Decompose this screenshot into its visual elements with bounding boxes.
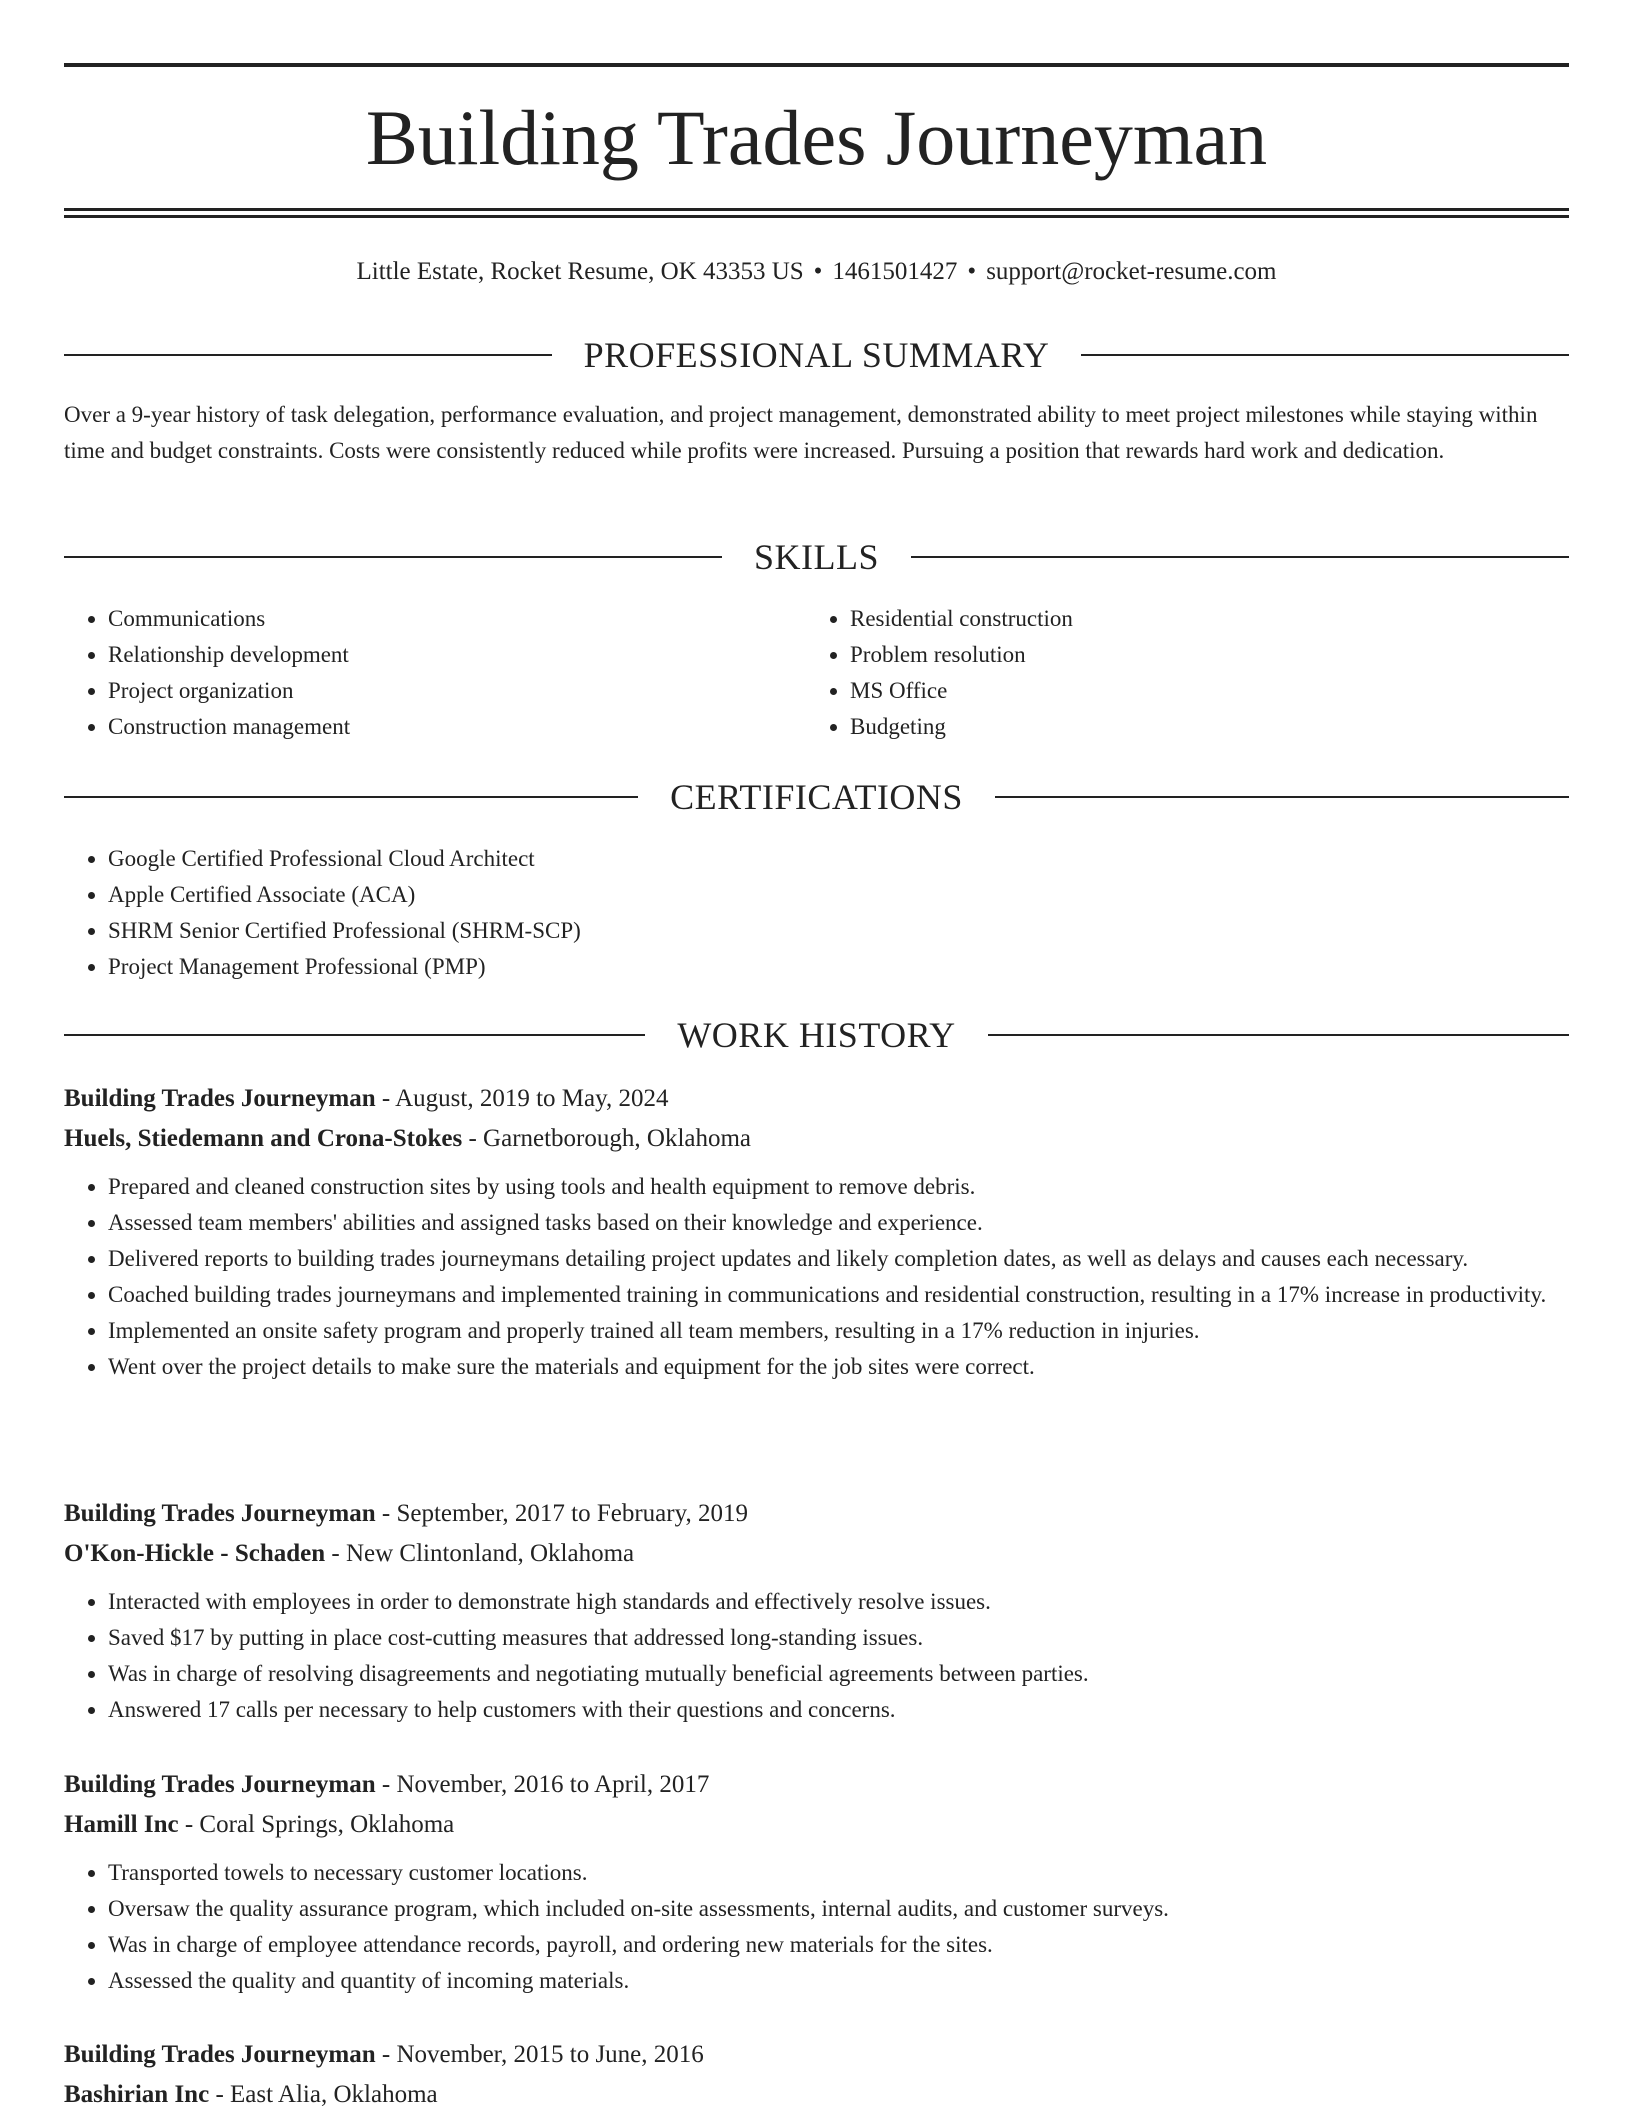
job-bullet: • Delivered reports to building trades journeymans detailing project updates and likely completion dates, as well as delays and causes each necessary.: [108, 1241, 1569, 1277]
skills-heading: [64, 535, 1569, 579]
skills-column-right: [806, 601, 1548, 745]
job-company: O'Kon-Hickle - Schaden: [64, 1540, 326, 1567]
contact-email[interactable]: support@rocket-resume.com: [986, 258, 1277, 285]
job-bullets: [64, 1584, 1569, 1728]
job-company-line: [64, 1805, 1569, 1845]
job-bullet: • Saved $17 by putting in place cost-cutting measures that addressed long-standing issues.: [108, 1620, 1569, 1656]
job-dates: - November, 2015 to June, 2016: [375, 2041, 704, 2068]
skills-list: [64, 601, 1569, 745]
contact-separator: •: [813, 258, 823, 285]
work-history-title: WORK HISTORY: [677, 1015, 956, 1055]
certifications-title: CERTIFICATIONS: [670, 777, 963, 817]
job-company-line: [64, 1534, 1569, 1574]
skill-item: • Relationship development: [108, 637, 806, 673]
job-bullet: • Was in charge of employee attendance records, payroll, and ordering new materials for the sites.: [108, 1927, 1569, 1963]
certification-item: • Apple Certified Associate (ACA): [108, 877, 1569, 913]
job-title: Building Trades Journeyman: [64, 2041, 376, 2068]
certification-item: • Project Management Professional (PMP): [108, 949, 1569, 985]
double-rule: [64, 208, 1569, 218]
job-title-line: [64, 1494, 1569, 1534]
job-bullet: • Went over the project details to make sure the materials and equipment for the job sites were correct.: [108, 1349, 1569, 1385]
job-title-line: [64, 1765, 1569, 1805]
skill-item: • Project organization: [108, 673, 806, 709]
job-company-line: [64, 1119, 1569, 1159]
job-dates: - August, 2019 to May, 2024: [375, 1085, 669, 1112]
job-company: Huels, Stiedemann and Crona-Stokes: [64, 1125, 463, 1152]
job-bullet: • Was in charge of resolving disagreements and negotiating mutually beneficial agreements between parties.: [108, 1656, 1569, 1692]
job-location: - Coral Springs, Oklahoma: [178, 1811, 455, 1838]
job-bullet: • Coached building trades journeymans and implemented training in communications and residential construction, resulting in a 17% increase in productivity.: [108, 1277, 1569, 1313]
skills-title: SKILLS: [754, 537, 880, 577]
heading-rule: [64, 796, 638, 798]
skill-item: • Construction management: [108, 709, 806, 745]
job-entry: [64, 1079, 1569, 1385]
job-entry: [64, 1494, 1569, 1728]
heading-rule: [64, 354, 552, 356]
skills-column-left: [64, 601, 806, 745]
job-dates: - September, 2017 to February, 2019: [375, 1500, 748, 1527]
job-company: Hamill Inc: [64, 1811, 179, 1838]
skill-item: • Problem resolution: [850, 637, 1548, 673]
job-location: - East Alia, Oklahoma: [209, 2081, 438, 2108]
job-bullet: • Oversaw the quality assurance program, which included on-site assessments, internal audits, and customer surveys.: [108, 1891, 1569, 1927]
heading-rule: [911, 556, 1569, 558]
heading-rule: [64, 1034, 645, 1036]
job-bullet: • Implemented an onsite safety program and properly trained all team members, resulting in a 17% reduction in injuries.: [108, 1313, 1569, 1349]
job-bullet: • Transported towels to necessary customer locations.: [108, 1855, 1569, 1891]
job-location: - Garnetborough, Oklahoma: [462, 1125, 752, 1152]
job-title: Building Trades Journeyman: [64, 1771, 376, 1798]
job-bullet: • Assessed team members' abilities and assigned tasks based on their knowledge and experience.: [108, 1205, 1569, 1241]
job-dates: - November, 2016 to April, 2017: [375, 1771, 710, 1798]
job-title-line: [64, 1079, 1569, 1119]
job-entry: [64, 1765, 1569, 1999]
heading-rule: [1081, 354, 1569, 356]
job-bullets: [64, 1169, 1569, 1385]
job-bullet: • Assessed the quality and quantity of incoming materials.: [108, 1963, 1569, 1999]
skill-item: • MS Office: [850, 673, 1548, 709]
contact-separator: •: [967, 258, 977, 285]
certifications-heading: [64, 775, 1569, 819]
job-company-line: [64, 2075, 1569, 2115]
summary-text: Over a 9-year history of task delegation, performance evaluation, and project management, demonstrated ability to meet project milestones while staying within time and budget constraints. Costs were consistently reduced while profits were increased. Pursuing a position that rewards hard work and dedication.: [64, 402, 1538, 463]
summary-heading: [64, 333, 1569, 377]
contact-line: [64, 252, 1569, 292]
top-rule: [64, 63, 1569, 67]
certifications-list: [64, 841, 1569, 985]
job-title: Building Trades Journeyman: [64, 1500, 376, 1527]
job-location: - New Clintonland, Oklahoma: [325, 1540, 635, 1567]
heading-rule: [995, 796, 1569, 798]
job-bullet: • Answered 17 calls per necessary to help customers with their questions and concerns.: [108, 1692, 1569, 1728]
contact-address: Little Estate, Rocket Resume, OK 43353 US: [356, 258, 804, 285]
resume-name: Building Trades Journeyman: [365, 94, 1268, 181]
summary-title: PROFESSIONAL SUMMARY: [583, 335, 1050, 375]
skill-item: • Communications: [108, 601, 806, 637]
job-bullets: [64, 1855, 1569, 1999]
contact-phone: 1461501427: [832, 258, 958, 285]
heading-rule: [988, 1034, 1569, 1036]
job-company: Bashirian Inc: [64, 2081, 210, 2108]
skill-item: • Residential construction: [850, 601, 1548, 637]
heading-rule: [64, 556, 722, 558]
certification-item: • SHRM Senior Certified Professional (SHRM-SCP): [108, 913, 1569, 949]
work-history-heading: [64, 1013, 1569, 1057]
job-bullet: • Interacted with employees in order to demonstrate high standards and effectively resolve issues.: [108, 1584, 1569, 1620]
job-title-line: [64, 2035, 1569, 2075]
certification-item: • Google Certified Professional Cloud Architect: [108, 841, 1569, 877]
skill-item: • Budgeting: [850, 709, 1548, 745]
job-bullet: • Prepared and cleaned construction sites by using tools and health equipment to remove debris.: [108, 1169, 1569, 1205]
job-title: Building Trades Journeyman: [64, 1085, 376, 1112]
